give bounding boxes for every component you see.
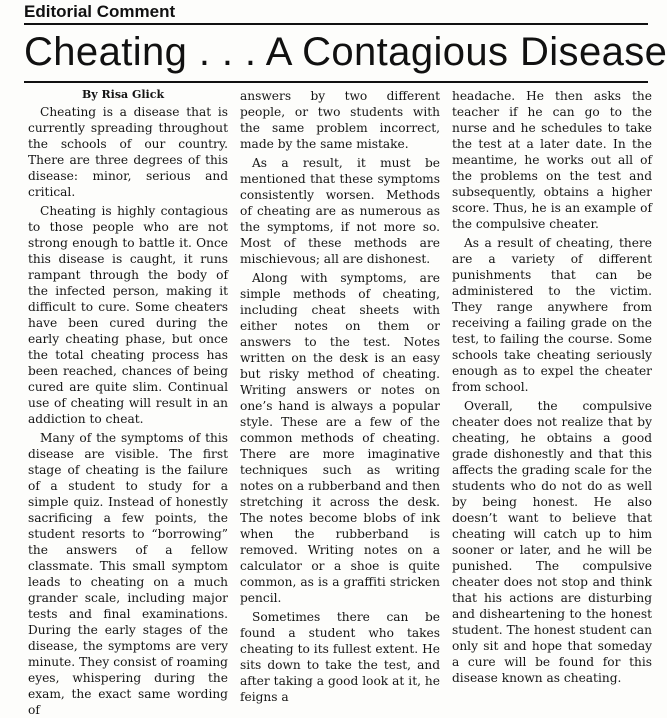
section-label: Editorial Comment (24, 2, 176, 21)
article-column-2 (240, 88, 440, 704)
byline: By Risa Glick (82, 88, 165, 101)
paragraph: answers by two different people, or two students with the same problem incorrect, made by the same mistake. (240, 89, 440, 151)
section-divider (24, 23, 648, 25)
paragraph: As a result, it must be mentioned that these symptoms consistently worsen. Methods of cheating are as numerous as the symptoms, if not more so. Most of these methods are mischievous; all are dishonest. (240, 156, 440, 266)
paragraph: Many of the symptoms of this disease are visible. The first stage of cheating is the failure of a student to study for a simple quiz. Instead of honestly sacrificing a few points, the student resorts to “borrowing” the answers of a fellow classmate. This small symptom leads to cheating on a much grander scale, including major tests and final examinations. During the early stages of the disease, the symptoms are very minute. They consist of roaming eyes, whispering during the exam, the exact same wording of (28, 431, 228, 717)
paragraph: As a result of cheating, there are a variety of different punishments that can be administered to the victim. They range anywhere from receiving a failing grade on the test, to failing the course. Some schools take cheating seriously enough as to expel the cheater from school. (452, 236, 652, 394)
headline: Cheating . . . A Contagious Disease (24, 30, 667, 74)
headline-divider (24, 81, 648, 83)
article-column-3 (452, 88, 652, 685)
paragraph: Cheating is a disease that is currently spreading throughout the schools of our country. There are three degrees of this disease: minor, serious and critical. (28, 105, 228, 199)
paragraph: Sometimes there can be found a student who takes cheating to its fullest extent. He sits down to take the test, and after taking a good look at it, he feigns a (240, 610, 440, 704)
paragraph: Overall, the compulsive cheater does not realize that by cheating, he obtains a good grade dishonestly and that this affects the grading scale for the students who do not do as well by being honest. He also doesn’t want to believe that cheating will catch up to him sooner or later, and he will be punished. The compulsive cheater does not stop and think that his actions are disturbing and disheartening to the honest student. The honest student can only sit and hope that someday a cure will be found for this disease known as cheating. (452, 399, 652, 685)
paragraph: Cheating is highly contagious to those people who are not strong enough to battle it. Once this disease is caught, it runs rampant through the body of the infected person, making it difficult to cure. Some cheaters have been cured during the early cheating phase, but once the total cheating process has been reached, chances of being cured are quite slim. Continual use of cheating will result in an addiction to cheat. (28, 204, 228, 426)
paragraph: Along with symptoms, are simple methods of cheating, including cheat sheets with either notes on them or answers to the test. Notes written on the desk is an easy but risky method of cheating. Writing answers or notes on one’s hand is always a popular style. These are a few of the common methods of cheating. There are more imaginative techniques such as writing notes on a rubberband and then stretching it across the desk. The notes become blobs of ink when the rubberband is removed. Writing notes on a calculator or a shoe is quite common, as is a graffiti stricken pencil. (240, 271, 440, 605)
paragraph: headache. He then asks the teacher if he can go to the nurse and he schedules to take the test at a later date. In the meantime, he works out all of the problems on the test and subsequently, obtains a higher score. Thus, he is an example of the compulsive cheater. (452, 89, 652, 231)
article-column-1 (28, 88, 228, 717)
